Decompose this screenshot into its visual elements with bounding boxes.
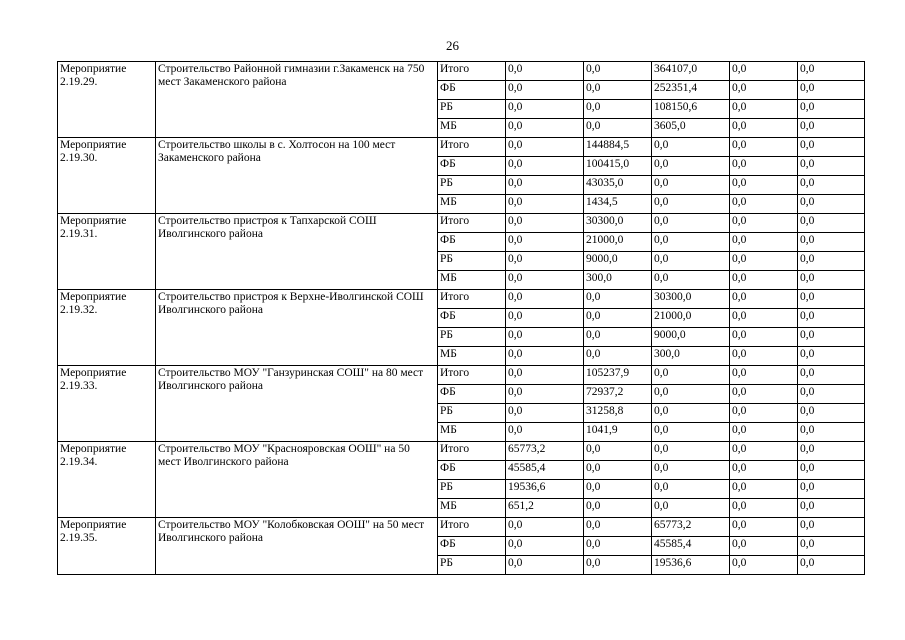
funding-value: 0,0 (584, 499, 652, 518)
funding-value: 0,0 (798, 119, 865, 138)
funding-value: 65773,2 (506, 442, 584, 461)
funding-value: 0,0 (584, 62, 652, 81)
funding-value: 0,0 (652, 404, 730, 423)
funding-value: 100415,0 (584, 157, 652, 176)
funding-value: 0,0 (798, 214, 865, 233)
funding-value: 0,0 (652, 138, 730, 157)
funding-value: 0,0 (584, 442, 652, 461)
funding-source: Итого (438, 442, 506, 461)
funding-value: 0,0 (652, 480, 730, 499)
funding-source: МБ (438, 347, 506, 366)
funding-value: 0,0 (506, 138, 584, 157)
funding-source: Итого (438, 290, 506, 309)
funding-value: 0,0 (652, 195, 730, 214)
funding-value: 0,0 (652, 366, 730, 385)
funding-value: 0,0 (506, 214, 584, 233)
funding-value: 0,0 (506, 537, 584, 556)
funding-value: 0,0 (584, 480, 652, 499)
funding-value: 0,0 (506, 366, 584, 385)
funding-value: 43035,0 (584, 176, 652, 195)
funding-source: ФБ (438, 157, 506, 176)
table-row (58, 366, 865, 385)
funding-value: 0,0 (584, 119, 652, 138)
funding-value: 0,0 (506, 81, 584, 100)
funding-value: 0,0 (730, 100, 798, 119)
table-row (58, 442, 865, 461)
funding-source: ФБ (438, 81, 506, 100)
funding-value: 0,0 (506, 347, 584, 366)
funding-value: 0,0 (798, 195, 865, 214)
funding-value: 0,0 (652, 271, 730, 290)
funding-value: 0,0 (798, 157, 865, 176)
funding-value: 0,0 (506, 233, 584, 252)
funding-value: 0,0 (652, 176, 730, 195)
funding-value: 0,0 (798, 290, 865, 309)
funding-source: ФБ (438, 537, 506, 556)
funding-source: Итого (438, 518, 506, 537)
funding-value: 0,0 (506, 62, 584, 81)
funding-value: 0,0 (584, 537, 652, 556)
funding-value: 0,0 (506, 518, 584, 537)
funding-value: 0,0 (506, 157, 584, 176)
funding-value: 0,0 (730, 556, 798, 575)
funding-value: 45585,4 (506, 461, 584, 480)
funding-source: РБ (438, 480, 506, 499)
funding-value: 0,0 (506, 290, 584, 309)
funding-table (57, 61, 865, 575)
funding-value: 0,0 (798, 385, 865, 404)
funding-value: 0,0 (652, 252, 730, 271)
funding-value: 21000,0 (584, 233, 652, 252)
funding-value: 65773,2 (652, 518, 730, 537)
measure-number: Мероприятие 2.19.33. (58, 366, 156, 442)
funding-value: 105237,9 (584, 366, 652, 385)
measure-number: Мероприятие 2.19.29. (58, 62, 156, 138)
funding-value: 0,0 (730, 423, 798, 442)
funding-value: 0,0 (730, 271, 798, 290)
funding-value: 300,0 (652, 347, 730, 366)
measure-name: Строительство МОУ "Ганзуринская СОШ" на 80 мест Иволгинского района (156, 366, 438, 442)
measure-name: Строительство пристроя к Верхне-Иволгинской СОШ Иволгинского района (156, 290, 438, 366)
funding-value: 0,0 (730, 157, 798, 176)
funding-value: 0,0 (730, 233, 798, 252)
funding-value: 0,0 (652, 157, 730, 176)
funding-source: Итого (438, 214, 506, 233)
funding-value: 0,0 (798, 537, 865, 556)
page-number: 26 (446, 38, 459, 53)
funding-value: 0,0 (652, 442, 730, 461)
funding-value: 651,2 (506, 499, 584, 518)
funding-value: 0,0 (798, 271, 865, 290)
funding-value: 0,0 (798, 366, 865, 385)
funding-value: 0,0 (730, 176, 798, 195)
funding-value: 0,0 (798, 347, 865, 366)
funding-value: 0,0 (506, 328, 584, 347)
funding-value: 30300,0 (584, 214, 652, 233)
funding-value: 0,0 (730, 81, 798, 100)
funding-value: 0,0 (506, 404, 584, 423)
funding-table-body (58, 62, 865, 575)
table-row (58, 518, 865, 537)
funding-value: 0,0 (584, 328, 652, 347)
funding-value: 0,0 (730, 461, 798, 480)
table-row (58, 214, 865, 233)
funding-value: 0,0 (730, 480, 798, 499)
measure-number: Мероприятие 2.19.32. (58, 290, 156, 366)
funding-value: 9000,0 (652, 328, 730, 347)
funding-value: 19536,6 (506, 480, 584, 499)
funding-value: 0,0 (798, 233, 865, 252)
funding-value: 0,0 (798, 518, 865, 537)
funding-value: 0,0 (506, 195, 584, 214)
funding-value: 19536,6 (652, 556, 730, 575)
funding-value: 1041,9 (584, 423, 652, 442)
funding-value: 108150,6 (652, 100, 730, 119)
measure-name: Строительство школы в с. Холтосон на 100 мест Закаменского района (156, 138, 438, 214)
funding-value: 0,0 (584, 556, 652, 575)
funding-value: 0,0 (798, 461, 865, 480)
table-row (58, 290, 865, 309)
funding-value: 0,0 (730, 537, 798, 556)
funding-value: 0,0 (652, 214, 730, 233)
funding-value: 144884,5 (584, 138, 652, 157)
funding-value: 0,0 (506, 309, 584, 328)
funding-value: 0,0 (798, 81, 865, 100)
funding-value: 0,0 (798, 309, 865, 328)
funding-value: 72937,2 (584, 385, 652, 404)
funding-source: РБ (438, 100, 506, 119)
funding-value: 364107,0 (652, 62, 730, 81)
funding-source: МБ (438, 271, 506, 290)
funding-source: МБ (438, 119, 506, 138)
funding-value: 0,0 (652, 423, 730, 442)
funding-source: МБ (438, 195, 506, 214)
funding-value: 0,0 (798, 480, 865, 499)
funding-value: 0,0 (730, 404, 798, 423)
funding-value: 0,0 (798, 499, 865, 518)
funding-source: РБ (438, 252, 506, 271)
funding-value: 0,0 (652, 385, 730, 404)
funding-value: 0,0 (506, 385, 584, 404)
funding-value: 0,0 (730, 214, 798, 233)
funding-value: 0,0 (798, 442, 865, 461)
funding-source: МБ (438, 423, 506, 442)
funding-value: 0,0 (730, 347, 798, 366)
funding-value: 9000,0 (584, 252, 652, 271)
funding-source: Итого (438, 366, 506, 385)
funding-value: 0,0 (730, 252, 798, 271)
funding-value: 0,0 (506, 176, 584, 195)
funding-value: 0,0 (730, 442, 798, 461)
funding-value: 30300,0 (652, 290, 730, 309)
table-row (58, 138, 865, 157)
funding-value: 0,0 (730, 119, 798, 138)
funding-value: 0,0 (506, 271, 584, 290)
funding-value: 0,0 (798, 62, 865, 81)
measure-number: Мероприятие 2.19.34. (58, 442, 156, 518)
measure-name: Строительство МОУ "Колобковская ООШ" на 50 мест Иволгинского района (156, 518, 438, 575)
measure-number: Мероприятие 2.19.31. (58, 214, 156, 290)
funding-source: РБ (438, 556, 506, 575)
funding-value: 31258,8 (584, 404, 652, 423)
funding-value: 252351,4 (652, 81, 730, 100)
funding-value: 0,0 (798, 423, 865, 442)
funding-value: 0,0 (798, 328, 865, 347)
measure-name: Строительство пристроя к Тапхарской СОШ Иволгинского района (156, 214, 438, 290)
funding-value: 0,0 (730, 499, 798, 518)
funding-source: ФБ (438, 233, 506, 252)
funding-value: 0,0 (584, 81, 652, 100)
funding-value: 0,0 (652, 233, 730, 252)
funding-value: 0,0 (730, 366, 798, 385)
funding-source: Итого (438, 62, 506, 81)
measure-number: Мероприятие 2.19.30. (58, 138, 156, 214)
funding-value: 0,0 (652, 499, 730, 518)
measure-name: Строительство Районной гимназии г.Закаменск на 750 мест Закаменского района (156, 62, 438, 138)
funding-value: 0,0 (506, 252, 584, 271)
funding-source: РБ (438, 176, 506, 195)
funding-value: 0,0 (730, 328, 798, 347)
funding-value: 0,0 (798, 176, 865, 195)
funding-source: РБ (438, 404, 506, 423)
funding-source: Итого (438, 138, 506, 157)
funding-value: 0,0 (506, 100, 584, 119)
funding-value: 0,0 (652, 461, 730, 480)
funding-value: 0,0 (730, 138, 798, 157)
funding-value: 0,0 (798, 404, 865, 423)
funding-value: 0,0 (730, 309, 798, 328)
funding-value: 3605,0 (652, 119, 730, 138)
funding-value: 0,0 (730, 62, 798, 81)
funding-value: 0,0 (730, 385, 798, 404)
funding-value: 300,0 (584, 271, 652, 290)
funding-value: 0,0 (506, 556, 584, 575)
funding-value: 0,0 (506, 119, 584, 138)
funding-value: 0,0 (584, 100, 652, 119)
funding-value: 0,0 (584, 290, 652, 309)
funding-source: РБ (438, 328, 506, 347)
funding-value: 0,0 (730, 518, 798, 537)
funding-value: 0,0 (506, 423, 584, 442)
measure-number: Мероприятие 2.19.35. (58, 518, 156, 575)
funding-value: 0,0 (798, 252, 865, 271)
measure-name: Строительство МОУ "Краснояровская ООШ" на 50 мест Иволгинского района (156, 442, 438, 518)
funding-value: 0,0 (730, 290, 798, 309)
funding-value: 1434,5 (584, 195, 652, 214)
table-row (58, 62, 865, 81)
funding-source: ФБ (438, 461, 506, 480)
funding-value: 0,0 (798, 100, 865, 119)
funding-source: МБ (438, 499, 506, 518)
funding-value: 21000,0 (652, 309, 730, 328)
funding-value: 45585,4 (652, 537, 730, 556)
funding-source: ФБ (438, 385, 506, 404)
funding-value: 0,0 (798, 556, 865, 575)
funding-value: 0,0 (798, 138, 865, 157)
funding-value: 0,0 (730, 195, 798, 214)
funding-source: ФБ (438, 309, 506, 328)
funding-value: 0,0 (584, 347, 652, 366)
funding-value: 0,0 (584, 461, 652, 480)
funding-value: 0,0 (584, 518, 652, 537)
funding-value: 0,0 (584, 309, 652, 328)
